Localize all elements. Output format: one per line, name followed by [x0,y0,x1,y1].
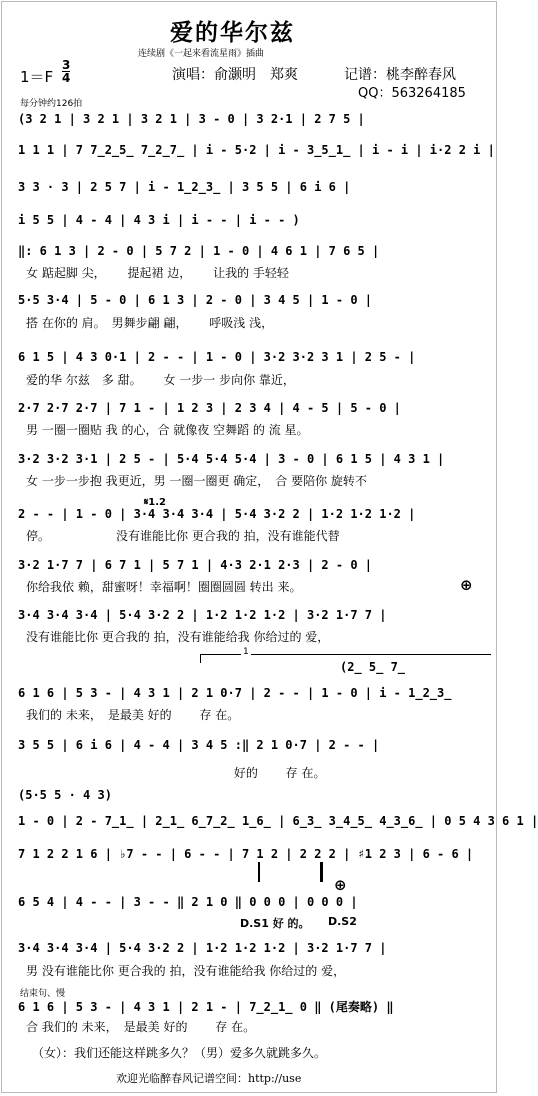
lyrics-row: 爱的华 尔兹 多 甜。 女 一步一 步向你 靠近， [26,373,295,387]
scribe-credit: 记谱：桃李醉春风 [344,67,456,83]
notation-row: 6 5 4 | 4 - - | 3 - - ‖ 2 1 0 ‖ 0 0 0 | 0 0 0 | [18,895,358,909]
notation-row: 5·5 3·4 | 5 - 0 | 6 1 3 | 2 - 0 | 3 4 5 | 1 - 0 | [18,293,373,307]
song-subtitle: 连续剧《一起来看流星雨》插曲 [138,49,265,59]
coda-mark: ⊕ [334,876,347,894]
qq-number: QQ：563264185 [358,86,466,101]
meter-top: 3 [62,58,71,72]
segno-mark: 𝄋1.2 [144,497,167,508]
notation-row: 1 - 0 | 2 - 7̲1̲ | 2̲1̲ 6̲7̲2̲ 1̲6̲ | 6̲3̲ 3̲4̲5̲ 4̲3̲6̲ | 0 5 4 3 6 1 | [18,814,538,828]
notation-row: 2·7 2·7 2·7 | 7 1 - | 1 2 3 | 2 3 4 | 4 - 5 | 5 - 0 | [18,401,401,415]
volta-number: 1 [243,647,249,657]
coda-mark: ⊕ [460,576,473,594]
tempo-marking: 每分钟约126拍 [20,99,83,109]
ds2-mark: D.S2 [328,915,357,928]
notation-row: 2 - - | 1 - 0 | 3·4 3·4 3·4 | 5·4 3·2 2 | 1·2 1·2 1·2 | [18,507,416,521]
notation-row: 3 5 5 | 6 i 6 | 4 - 4 | 3 4 5 :‖ 2 1 0·7 | 2 - - | [18,738,380,752]
time-signature [62,59,70,84]
paren-notes: (2̲ 5̲ 7̲ [340,660,406,674]
ending-marking: 结束句、慢 [20,989,66,999]
song-title: 爱的华尔兹 [170,19,295,46]
footer-text: 欢迎光临醉春风记谱空间：http://use [116,1072,302,1085]
notation-row: 6 1 6 | 5 3 - | 4 3 1 | 2 1 - | 7̲2̲1̲ 0 ‖ (尾奏略) ‖ [18,1000,394,1014]
notation-row: i 5 5 | 4 - 4 | 4 3 i | i - - | i - - ) [18,213,300,227]
lyrics-row: 合 我们的 未来， 是最美 好的 存 在。 [26,1020,256,1034]
lyrics-row: 没有谁能比你 更合我的 拍，没有谁能给我 你给过的 爱， [26,630,330,644]
lyrics-row: 搭 在你的 肩。 男舞步翩 翩， 呼吸浅 浅， [26,316,274,330]
lyrics-row: 女 一步一步抱 我更近，男 一圈一圈更 确定， 合 要陪你 旋转不 [26,474,367,488]
lyrics-row: 好的 存 在。 [26,766,326,780]
paren-notes-2: (5·5 5 · 4 3) [18,788,112,802]
notation-row: 3·4 3·4 3·4 | 5·4 3·2 2 | 1·2 1·2 1·2 | 3·2 1·7 7 | [18,608,387,622]
lyrics-row: 你给我依 赖，甜蜜呀！幸福啊！圈圈圆圆 转出 来。 [26,580,302,594]
notation-row: (3 2 1 | 3 2 1 | 3 2 1 | 3 - 0 | 3 2·1 | 2 7 5 | [18,112,365,126]
key-signature: 1＝F [20,68,54,86]
lyrics-row: 停。 没有谁能比你 更合我的 拍，没有谁能代替 [26,529,340,543]
notation-row: 1 1 1 | 7 7̲2̲5̲ 7̲2̲7̲ | i - 5·2 | i - 3̲5̲1̲ | i - i | i·2 2 i | [18,143,495,157]
meter-bottom: 4 [62,71,71,85]
lyrics-row: 我们的 未来， 是最美 好的 存 在。 [26,708,240,722]
notation-row: 7 1 2 2 1 6 | ♭7 - - | 6 - - | 7 1 2 | 2 2 2 | ♯1 2 3 | 6 - 6 | [18,847,474,861]
notation-row: ‖: 6 1 3 | 2 - 0 | 5 7 2 | 1 - 0 | 4 6 1 | 7 6 5 | [18,244,380,258]
notation-row: 3 3 · 3 | 2 5 7 | i - 1̲2̲3̲ | 3 5 5 | 6 i 6 | [18,180,351,194]
notation-row: 3·4 3·4 3·4 | 5·4 3·2 2 | 1·2 1·2 1·2 | 3·2 1·7 7 | [18,941,387,955]
singer-credit: 演唱：俞灏明 郑爽 [172,67,298,83]
notation-row: 6 1 5 | 4 3 0·1 | 2 - - | 1 - 0 | 3·2 3·2 3 1 | 2 5 - | [18,350,416,364]
notation-row: 6 1 6 | 5 3 - | 4 3 1 | 2 1 0·7 | 2 - - | 1 - 0 | i - 1̲2̲3̲ [18,686,452,700]
notation-row: 3·2 1·7 7 | 6 7 1 | 5 7 1 | 4·3 2·1 2·3 | 2 - 0 | [18,558,373,572]
ds1-mark: D.S1 好 的。 [240,917,310,930]
lyrics-row: 女 踮起脚 尖， 提起裙 边， 让我的 手轻轻 [26,266,289,280]
lyrics-row: 男 一圈一圈贴 我 的心，合 就像夜 空舞蹈 的 流 星。 [26,423,309,437]
notation-row: 3·2 3·2 3·1 | 2 5 - | 5·4 5·4 5·4 | 3 - 0 | 6 1 5 | 4 3 1 | [18,452,445,466]
lyrics-row: 男 没有谁能比你 更合我的 拍，没有谁能给我 你给过的 爱， [26,964,346,978]
ending-bars [258,862,323,882]
dialogue-text: （女）：我们还能这样跳多久？（男）爱多久就跳多久。 [32,1046,327,1060]
